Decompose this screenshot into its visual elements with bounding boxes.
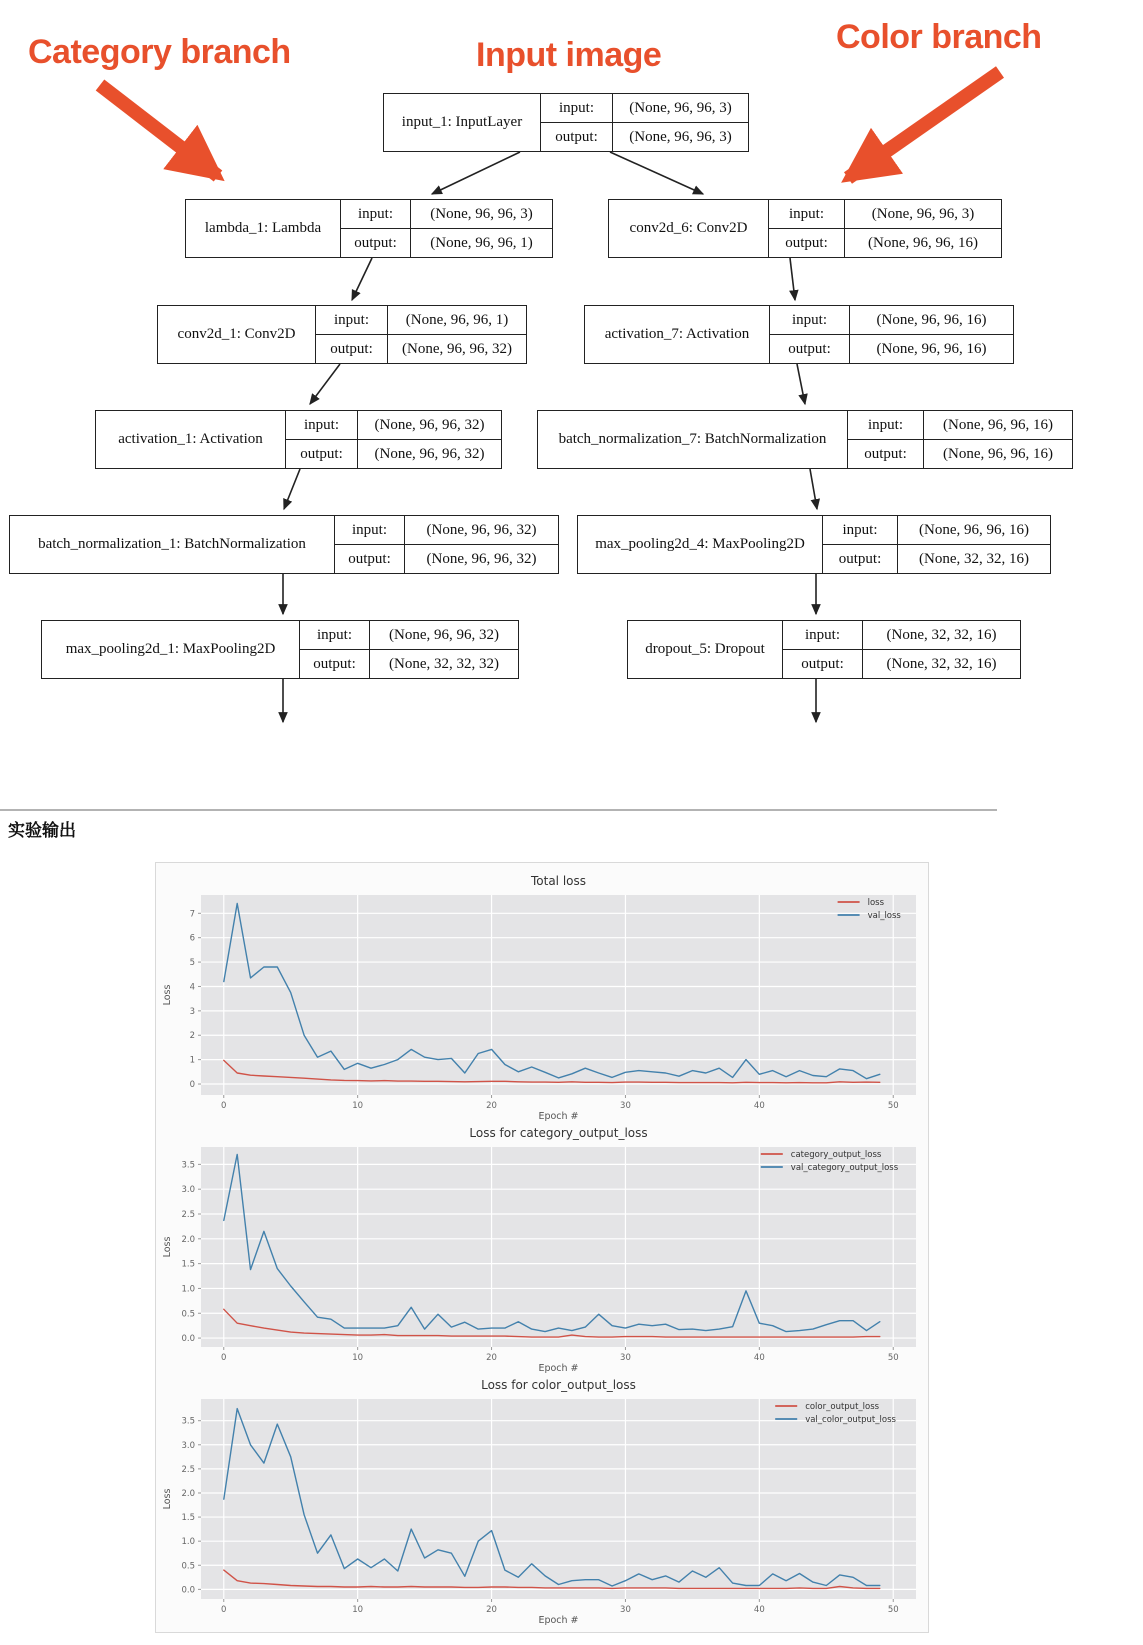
svg-text:5: 5	[189, 958, 195, 969]
svg-text:3.5: 3.5	[181, 1160, 195, 1171]
output-label: output:	[848, 440, 924, 468]
input-shape: (None, 96, 96, 3)	[430, 205, 533, 222]
svg-text:20: 20	[486, 1605, 497, 1615]
svg-text:1.5: 1.5	[181, 1259, 195, 1270]
legend-label-category_output_loss: category_output_loss	[790, 1150, 882, 1160]
layer-name: max_pooling2d_1: MaxPooling2D	[42, 621, 300, 678]
svg-text:10: 10	[352, 1605, 364, 1615]
layer-node-lambda_1	[185, 199, 553, 258]
plot-area	[201, 1399, 916, 1599]
input-shape: (None, 96, 96, 16)	[876, 311, 987, 328]
layer-node-batch_normalization_7	[537, 410, 1073, 469]
input-label: input:	[848, 411, 924, 439]
chart-category-output-loss	[156, 1121, 928, 1373]
input-shape: (None, 32, 32, 16)	[886, 626, 997, 643]
legend-label-color_output_loss: color_output_loss	[805, 1402, 880, 1412]
layer-node-batch_normalization_1	[9, 515, 559, 574]
plot-area	[201, 1147, 916, 1347]
svg-text:30: 30	[620, 1101, 631, 1111]
output-shape: (None, 96, 96, 32)	[402, 340, 512, 357]
y-axis-label: Loss	[162, 984, 173, 1006]
svg-text:2.5: 2.5	[181, 1464, 195, 1475]
input-label: input:	[300, 621, 370, 649]
svg-text:0: 0	[221, 1101, 227, 1111]
input-label: input:	[335, 516, 405, 544]
svg-text:1: 1	[189, 1055, 195, 1066]
svg-text:4: 4	[189, 982, 195, 993]
svg-text:1.0: 1.0	[181, 1537, 195, 1548]
output-label: output:	[300, 650, 370, 678]
legend-label-loss: loss	[867, 898, 885, 908]
chart-title: Loss for color_output_loss	[481, 1378, 636, 1392]
svg-text:0: 0	[221, 1353, 227, 1363]
layer-name: input_1: InputLayer	[384, 94, 541, 151]
section-divider	[0, 809, 997, 811]
svg-text:1.0: 1.0	[181, 1284, 195, 1295]
input-label: input:	[341, 200, 411, 228]
input-image-label: Input image	[476, 36, 662, 74]
layer-node-activation_1	[95, 410, 502, 469]
input-label: input:	[783, 621, 863, 649]
legend-label-val_loss: val_loss	[867, 911, 901, 921]
section-title: 实验输出	[8, 821, 76, 840]
svg-text:7: 7	[189, 909, 195, 920]
svg-text:2.5: 2.5	[181, 1209, 195, 1220]
svg-text:0.0: 0.0	[181, 1334, 195, 1345]
layer-name: max_pooling2d_4: MaxPooling2D	[578, 516, 823, 573]
output-shape: (None, 96, 96, 32)	[426, 550, 537, 567]
input-label: input:	[286, 411, 358, 439]
input-shape: (None, 96, 96, 16)	[943, 416, 1053, 433]
svg-text:40: 40	[753, 1353, 765, 1363]
svg-text:1.5: 1.5	[181, 1513, 195, 1524]
svg-text:3.0: 3.0	[181, 1185, 195, 1196]
svg-text:0.5: 0.5	[181, 1309, 195, 1320]
legend-label-val_color_output_loss: val_color_output_loss	[805, 1415, 896, 1425]
x-axis-label: Epoch #	[538, 1615, 579, 1625]
y-axis-label: Loss	[162, 1236, 173, 1258]
input-shape: (None, 96, 96, 32)	[389, 626, 499, 643]
layer-node-conv2d_6	[608, 199, 1002, 258]
layer-name: dropout_5: Dropout	[628, 621, 783, 678]
chart-title: Total loss	[530, 874, 587, 888]
svg-text:30: 30	[620, 1605, 631, 1615]
output-label: output:	[783, 650, 863, 678]
layer-name: activation_7: Activation	[585, 306, 770, 363]
layer-node-input_1	[383, 93, 749, 152]
output-shape: (None, 32, 32, 16)	[886, 655, 997, 672]
layer-name: activation_1: Activation	[96, 411, 286, 468]
svg-text:10: 10	[352, 1353, 364, 1363]
input-shape: (None, 96, 96, 3)	[629, 99, 732, 116]
svg-text:50: 50	[887, 1101, 899, 1111]
output-label: output:	[286, 440, 358, 468]
output-label: output:	[335, 545, 405, 573]
svg-text:2.0: 2.0	[181, 1234, 195, 1245]
input-shape: (None, 96, 96, 32)	[426, 521, 537, 538]
output-label: output:	[541, 123, 613, 151]
output-label: output:	[341, 229, 411, 257]
input-label: input:	[769, 200, 845, 228]
layer-name: lambda_1: Lambda	[186, 200, 341, 257]
svg-text:0: 0	[221, 1605, 227, 1615]
svg-text:20: 20	[486, 1353, 497, 1363]
input-label: input:	[541, 94, 613, 122]
y-axis-label: Loss	[162, 1488, 173, 1510]
chart-color-output-loss	[156, 1373, 928, 1625]
input-shape: (None, 96, 96, 16)	[919, 521, 1029, 538]
output-label: output:	[769, 229, 845, 257]
output-shape: (None, 96, 96, 16)	[943, 445, 1053, 462]
input-shape: (None, 96, 96, 32)	[374, 416, 485, 433]
svg-text:10: 10	[352, 1101, 364, 1111]
svg-text:20: 20	[486, 1101, 497, 1111]
layer-name: conv2d_1: Conv2D	[158, 306, 316, 363]
output-shape: (None, 96, 96, 1)	[430, 234, 533, 251]
input-shape: (None, 96, 96, 1)	[405, 311, 509, 328]
svg-text:2.0: 2.0	[181, 1488, 195, 1499]
output-shape: (None, 96, 96, 32)	[374, 445, 485, 462]
svg-text:50: 50	[887, 1605, 899, 1615]
color-branch-label: Color branch	[836, 18, 1042, 56]
output-shape: (None, 96, 96, 16)	[876, 340, 987, 357]
legend-label-val_category_output_loss: val_category_output_loss	[790, 1163, 899, 1173]
svg-text:50: 50	[887, 1353, 899, 1363]
category-branch-arrow	[100, 85, 218, 176]
svg-text:0: 0	[189, 1080, 195, 1091]
svg-text:40: 40	[753, 1101, 765, 1111]
layer-node-max_pooling2d_1	[41, 620, 519, 679]
layer-node-conv2d_1	[157, 305, 527, 364]
svg-text:3.5: 3.5	[181, 1416, 195, 1427]
color-branch-arrow	[848, 72, 1000, 178]
svg-text:30: 30	[620, 1353, 631, 1363]
output-label: output:	[823, 545, 898, 573]
layer-name: batch_normalization_7: BatchNormalization	[538, 411, 848, 468]
input-label: input:	[316, 306, 388, 334]
layer-name: batch_normalization_1: BatchNormalization	[10, 516, 335, 573]
output-shape: (None, 32, 32, 32)	[389, 655, 499, 672]
plot-area	[201, 895, 916, 1095]
svg-text:3.0: 3.0	[181, 1440, 195, 1451]
x-axis-label: Epoch #	[538, 1111, 579, 1121]
layer-node-dropout_5	[627, 620, 1021, 679]
output-shape: (None, 32, 32, 16)	[919, 550, 1029, 567]
output-label: output:	[316, 335, 388, 363]
input-shape: (None, 96, 96, 3)	[871, 205, 975, 222]
svg-text:2: 2	[189, 1031, 195, 1042]
category-branch-label: Category branch	[28, 33, 291, 71]
input-label: input:	[770, 306, 850, 334]
svg-text:6: 6	[189, 933, 195, 944]
input-label: input:	[823, 516, 898, 544]
layer-node-activation_7	[584, 305, 1014, 364]
x-axis-label: Epoch #	[538, 1363, 579, 1373]
output-label: output:	[770, 335, 850, 363]
output-shape: (None, 96, 96, 3)	[629, 128, 732, 145]
svg-text:3: 3	[189, 1006, 195, 1017]
chart-title: Loss for category_output_loss	[469, 1126, 648, 1140]
layer-name: conv2d_6: Conv2D	[609, 200, 769, 257]
output-shape: (None, 96, 96, 16)	[868, 234, 978, 251]
svg-text:0.5: 0.5	[181, 1561, 195, 1572]
svg-text:40: 40	[753, 1605, 765, 1615]
layer-node-max_pooling2d_4	[577, 515, 1051, 574]
svg-text:0.0: 0.0	[181, 1585, 195, 1596]
training-loss-figure	[155, 862, 929, 1633]
chart-total-loss	[156, 869, 928, 1121]
